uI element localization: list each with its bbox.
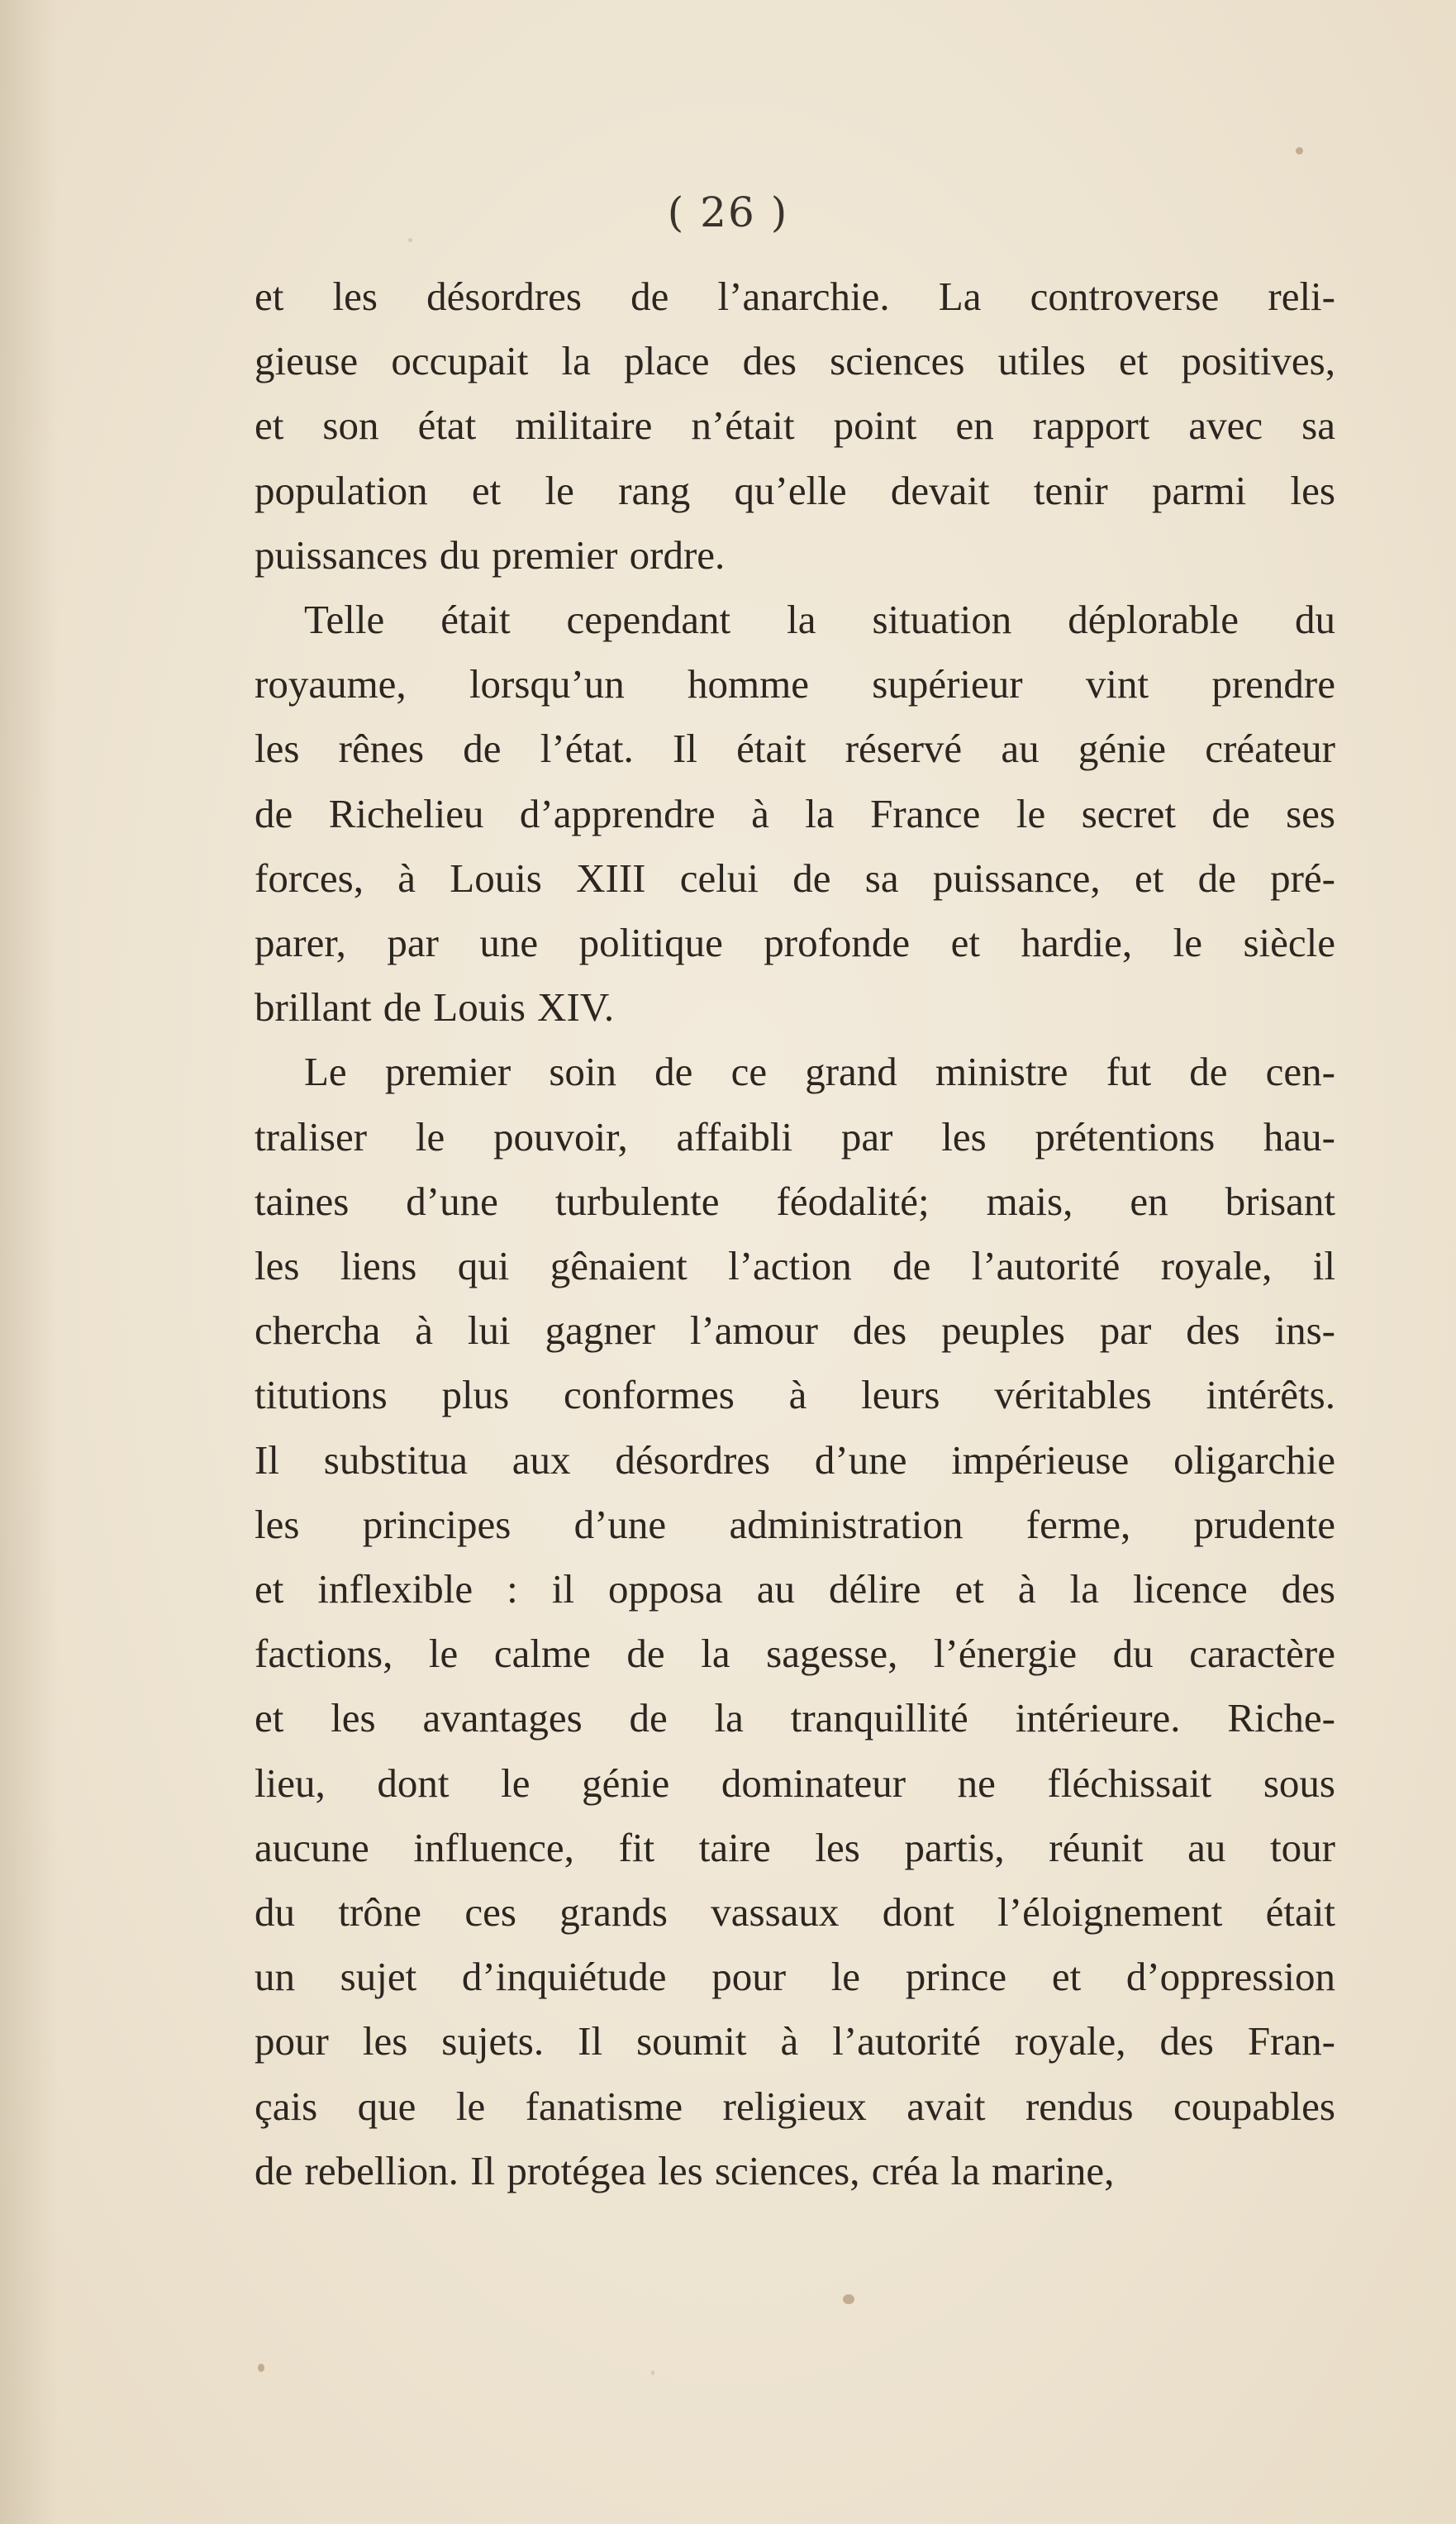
text-line: forces, à Louis XIII celui de sa puissance, et de pré- — [255, 855, 1335, 901]
text-line: pour les sujets. Il soumit à l’autorité royale, des Fran- — [255, 2018, 1335, 2064]
text-line: chercha à lui gagner l’amour des peuples par des ins- — [255, 1307, 1335, 1354]
text-line: puissances du premier ordre. — [255, 531, 726, 578]
text-line: traliser le pouvoir, affaibli par les prétentions hau- — [255, 1113, 1335, 1160]
text-line: du trône ces grands vassaux dont l’éloignement était — [255, 1889, 1335, 1936]
text-line: aucune influence, fit taire les partis, réunit au tour — [255, 1824, 1335, 1870]
text-line: taines d’une turbulente féodalité; mais, en brisant — [255, 1178, 1335, 1224]
text-line: et son état militaire n’était point en rapport avec sa — [255, 402, 1335, 449]
text-line: Le premier soin de ce grand ministre fut de cen- — [304, 1049, 1335, 1095]
paper-spot — [843, 2294, 854, 2304]
text-line: titutions plus conformes à leurs véritables intérêts. — [255, 1372, 1335, 1418]
text-line: factions, le calme de la sagesse, l’énergie du caractère — [255, 1631, 1335, 1677]
text-line: Telle était cependant la situation déplorable du — [304, 597, 1335, 643]
text-line: population et le rang qu’elle devait tenir parmi les — [255, 467, 1335, 513]
text-line: les rênes de l’état. Il était réservé au génie créateur — [255, 726, 1335, 772]
paper-spot — [651, 2370, 654, 2375]
page-number: ( 26 ) — [667, 188, 789, 236]
text-line: et inflexible : il opposa au délire et à la licence des — [255, 1566, 1335, 1612]
text-line: royaume, lorsqu’un homme supérieur vint prendre — [255, 661, 1335, 707]
text-line: les principes d’une administration ferme, prudente — [255, 1501, 1335, 1547]
paper-spot — [258, 2364, 264, 2372]
paper-spot — [408, 238, 412, 242]
text-line: de Richelieu d’apprendre à la France le secret de ses — [255, 790, 1335, 836]
paper-spot — [1296, 147, 1303, 155]
text-line: brillant de Louis XIV. — [255, 984, 615, 1031]
text-line: çais que le fanatisme religieux avait rendus coupables — [255, 2083, 1335, 2129]
text-line: de rebellion. Il protégea les sciences, créa la marine, — [255, 2147, 1115, 2193]
text-line: Il substitua aux désordres d’une impérieuse oligarchie — [255, 1436, 1335, 1483]
text-line: parer, par une politique profonde et hardie, le siècle — [255, 920, 1335, 966]
text-line: un sujet d’inquiétude pour le prince et d’oppression — [255, 1954, 1335, 2000]
text-line: et les avantages de la tranquillité intérieure. Riche- — [255, 1695, 1335, 1741]
text-line: les liens qui gênaient l’action de l’autorité royale, il — [255, 1243, 1335, 1289]
text-line: gieuse occupait la place des sciences utiles et positives, — [255, 338, 1335, 384]
text-line: lieu, dont le génie dominateur ne fléchissait sous — [255, 1760, 1335, 1806]
body-text — [255, 264, 1335, 2203]
text-line: et les désordres de l’anarchie. La controverse reli- — [255, 274, 1335, 319]
gutter-shadow — [0, 0, 58, 2524]
